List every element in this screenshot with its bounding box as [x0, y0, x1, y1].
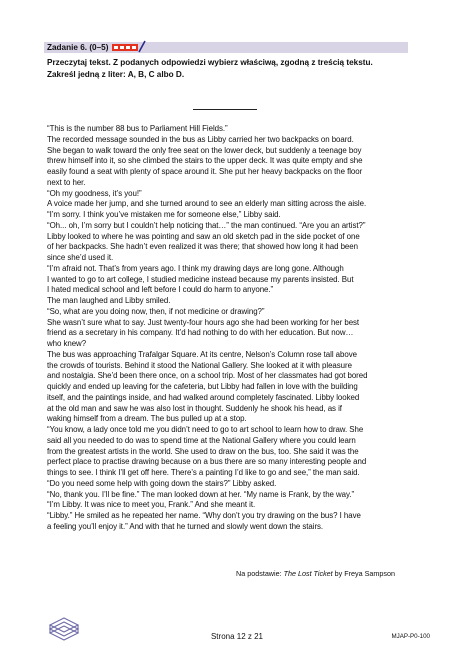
story-line: The bus was approaching Trafalgar Square. At its centre, Nelson’s Column rose tall above — [47, 349, 357, 359]
page-number: Strona 12 z 21 — [210, 632, 264, 641]
story-line: “No, thank you. I’ll be fine.” The man looked down at her. “My name is Frank, by the way.” — [47, 489, 355, 499]
story-line: said all you needed to do was to spend time at the National Gallery where you could learn — [47, 435, 356, 445]
story-line: easily found a seat with plenty of space around it. She put her heavy backpacks on the floor — [47, 167, 363, 176]
task-instructions — [47, 57, 427, 81]
story-line: The recorded message sounded in the bus as Libby carried her two backpacks on board. — [47, 134, 354, 144]
story-line: “So, what are you doing now, then, if not medicine or drawing?” — [47, 306, 265, 316]
source-prefix: Na podstawie: — [236, 569, 284, 578]
story-line: perfect place to practise drawing because on a bus there are so many interesting people and — [47, 457, 367, 467]
story-line: since she’d used it. — [47, 253, 114, 262]
separator-line — [193, 109, 257, 110]
story-line: She wasn’t sure what to say. Just twenty-four hours ago she had been working for her best — [47, 317, 360, 327]
pencil-icon — [112, 40, 176, 54]
story-line: “Do you need some help with going down the stairs?” Libby asked. — [47, 478, 277, 488]
story-line: Libby looked to where he was pointing and saw an old sketch pad in the side pocket of one — [47, 231, 360, 241]
story-line: and nostalgia. She’d been there once, on a school trip. Most of her classmates had got bored — [47, 371, 368, 381]
story-line: “I’m sorry. I think you’ve mistaken me for someone else,” Libby said. — [47, 210, 281, 219]
story-line: A voice made her jump, and she turned around to see an elderly man sitting across the aisle. — [47, 199, 367, 209]
story-line: The man laughed and Libby smiled. — [47, 296, 171, 305]
story-line: “I’m afraid not. That’s from years ago. I think my drawing days are long gone. Although — [47, 263, 344, 273]
story-line: the crowds of tourists. Behind it stood the National Gallery. She looked at it with pleasure — [47, 360, 352, 370]
story-line: “Libby.” He smiled as he repeated her name. “Why don’t you try drawing on the bus? I have — [47, 511, 361, 520]
source-citation — [236, 569, 395, 578]
story-line: things to see. I think I’ll get off here. There’s a painting I’d like to go and see,” the man said. — [47, 468, 360, 477]
story-line: I wanted to go to art college, I studied medicine instead because my parents insisted. But — [47, 274, 354, 284]
source-title: The Lost Ticket — [283, 569, 333, 578]
story-line: threw himself into it, so she climbed the stairs to the upper deck. It was quite empty and she — [47, 156, 363, 166]
instruction-line: Zakreśl jedną z liter: A, B, C albo D. — [47, 70, 185, 79]
story-line: itself, and the paintings inside, and had walked around completely fascinated. Libby looked — [47, 392, 360, 402]
story-line: of her backpacks. She hadn’t even realized it was there; that showed how long it had been — [47, 242, 358, 252]
story-line: next to her. — [47, 177, 86, 187]
story-line: I hated medical school and left before I could do harm to anyone.” — [47, 285, 274, 295]
story-line: quickly and ended up leaving for the cafeteria, but Libby had fallen in love with the building — [47, 382, 358, 391]
story-text — [47, 124, 437, 533]
story-line: friend as a secretary in his company. It’d had nothing to do with her education. But now… — [47, 328, 354, 338]
document-code: MJAP-P0-100 — [391, 633, 430, 640]
story-line: “You know, a lady once told me you didn’t need to go to art school to learn how to draw. She — [47, 425, 364, 434]
task-title: Zadanie 6. (0–5) — [47, 43, 109, 52]
story-line: “Oh... oh, I’m sorry but I couldn’t help noticing that…” the man continued. “Are you an artist?” — [47, 220, 366, 230]
story-line: “Oh my goodness, it’s you!” — [47, 188, 142, 198]
story-line: from the greatest artists in the world. She used to draw on the bus, too. She said it was the — [47, 446, 359, 456]
source-author: by Freya Sampson — [332, 569, 395, 578]
instruction-line: Przeczytaj tekst. Z podanych odpowiedzi wybierz właściwą, zgodną z treścią tekstu. — [47, 58, 373, 67]
story-line: at the old man and saw he was also lost in thought. Suddenly he shook his head, as if — [47, 403, 342, 413]
story-line: who knew? — [47, 339, 87, 348]
story-line: “I’m Libby. It was nice to meet you, Frank.” And she meant it. — [47, 500, 256, 510]
story-line: She began to walk toward the only free seat on the lower deck, but suddenly a teenage boy — [47, 145, 362, 155]
story-line: a feeling you’ll enjoy it.” And with that he turned and slowly went down the stairs. — [47, 521, 324, 531]
story-line: “This is the number 88 bus to Parliament Hill Fields.” — [47, 124, 228, 133]
story-line: waking himself from a dream. The bus pulled up at a stop. — [47, 414, 247, 424]
